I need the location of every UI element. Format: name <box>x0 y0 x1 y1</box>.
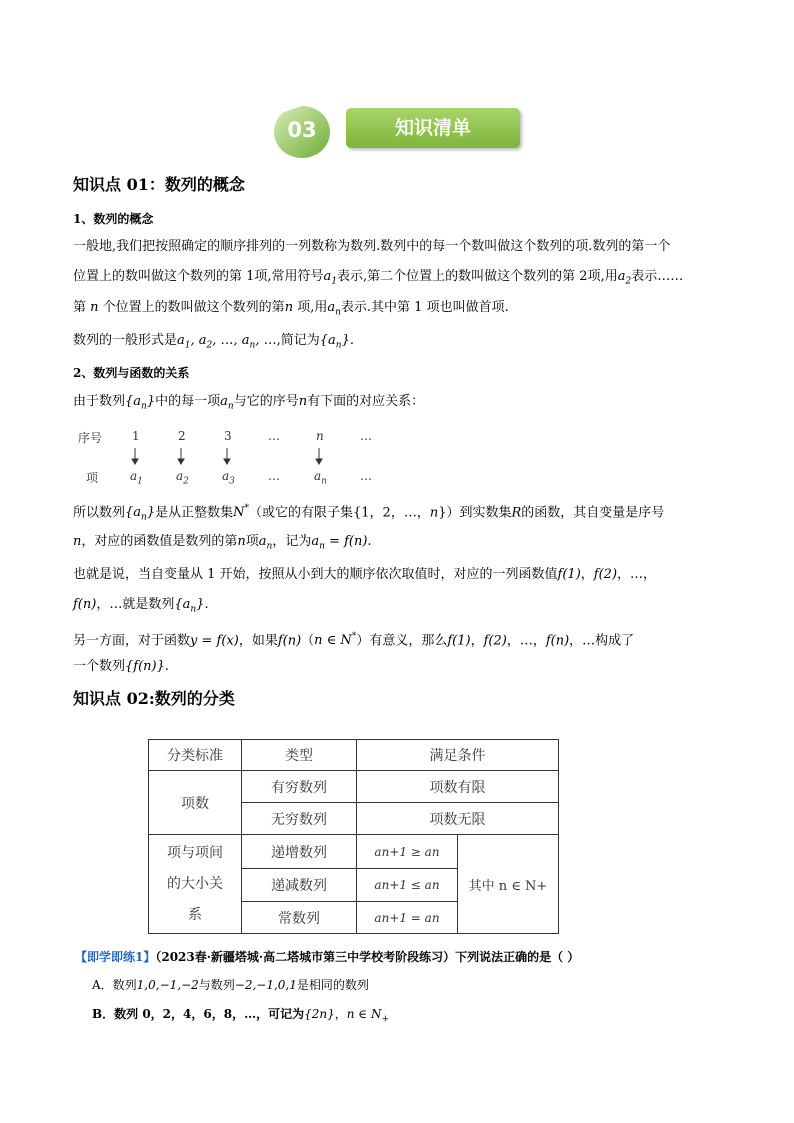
cell-infinite: 无穷数列 <box>242 803 357 835</box>
paragraph-1-line-3 <box>73 299 509 322</box>
math-f2: f(2) <box>483 633 507 649</box>
text: ，…就是数列 <box>96 597 175 612</box>
paragraph-7: f(n)，…就是数列$\{a_n\}$. <box>73 597 209 615</box>
paragraph-6: 也就是说，当自变量从 1 开始，按照从小到大的顺序依次取值时，对应的一列函数值f(1)，f(2)，…， <box>73 567 657 582</box>
cell-decreasing: 递减数列 <box>242 869 357 902</box>
text: ，对应的函数值是数列的第 <box>81 534 238 549</box>
math-n: n <box>73 534 82 549</box>
term-ellipsis: … <box>268 469 280 483</box>
text: 位置上的数叫做这个数列的第 1项,常用符号 <box>73 269 324 284</box>
text: B．数列 0，2，4，6，8，…，可记为 <box>92 1007 305 1021</box>
math-seq-an: $\{a_n\}$ <box>174 597 205 615</box>
math-f2: f(2) <box>593 567 618 582</box>
math-an: $a_n$ <box>258 534 273 552</box>
mapping-diagram <box>78 426 398 486</box>
math-seq-fn: {f(n)} <box>125 659 165 674</box>
cell-finite-cond: 项数有限 <box>357 771 559 803</box>
index-2: 2 <box>178 429 186 443</box>
math-n-in-N: n ∈ $N_+$ <box>346 1007 390 1025</box>
text: 数列的一般形式是 <box>73 333 178 348</box>
text: （或它的有限子集{1，2，…， <box>249 505 430 521</box>
math-f1: f(1) <box>447 633 471 649</box>
cell-decreasing-cond: an+1 ≤ an <box>357 869 458 902</box>
cell-increasing-cond: an+1 ≥ an <box>357 835 458 869</box>
text: （ <box>301 633 315 649</box>
section-title: 知识清单 <box>394 117 471 139</box>
header-condition: 满足条件 <box>357 740 559 771</box>
text: A．数列 <box>92 978 137 992</box>
math-n: n <box>429 505 439 521</box>
text: 项,用 <box>297 300 328 315</box>
cell-finite: 有穷数列 <box>242 771 357 803</box>
math-an-eq: $a_n = f(n)$ <box>311 534 368 552</box>
math-n: n <box>90 300 99 315</box>
math-seq-an: $\{a_n\}$ <box>125 505 156 523</box>
text: 所以数列 <box>73 505 126 521</box>
math-seq-1: 1,0,−1,−2 <box>136 978 199 992</box>
paragraph-8: 另一方面，对于函数y = f(x)，如果f(n)（n ∈ N*）有意义，那么f(1)，f(2)，…，f(n)，…构成了 <box>73 632 635 649</box>
math-fn: f(n) <box>277 633 302 649</box>
paragraph-1-line-1: 一般地,我们把按照确定的顺序排列的一列数称为数列.数列中的每一个数叫做这个数列的项.数列的第一个 <box>73 239 671 254</box>
subheading-function: 2、数列与函数的关系 <box>73 366 190 380</box>
index-n: n <box>316 429 324 443</box>
heading-knowledge-01: 知识点 01：数列的概念 <box>73 175 245 194</box>
text: 是相同的数列 <box>296 978 369 992</box>
text: 有下面的对应关系： <box>307 394 425 409</box>
text: ，记为 <box>272 534 312 549</box>
text: 项 <box>245 534 259 549</box>
math-an: $a_n$ <box>220 394 234 412</box>
option-b[interactable] <box>92 1005 389 1028</box>
option-a[interactable] <box>92 976 369 994</box>
text: 由于数列 <box>73 394 126 409</box>
math-n: n <box>284 300 294 315</box>
math-n-in-N: n ∈ N* <box>314 632 357 649</box>
term-ellipsis-end: … <box>360 469 372 483</box>
math-fn: f(n) <box>545 633 570 649</box>
math-Nstar: N* <box>233 504 250 521</box>
index-ellipsis: … <box>268 429 280 443</box>
math-R: R <box>511 505 522 521</box>
math-seq-2: −2,−1,0,1 <box>234 978 297 992</box>
math-y-fx: y = f(x) <box>190 633 239 649</box>
header-type: 类型 <box>242 740 357 771</box>
text: 中的每一项 <box>155 394 221 409</box>
index-ellipsis-end: … <box>360 429 372 443</box>
cell-constant: 常数列 <box>242 902 357 934</box>
term-a1: $a_1$ <box>130 469 143 487</box>
exercise-tag: 【即学即练1】 <box>75 950 156 964</box>
text: ，如果 <box>238 633 278 649</box>
term-a3: $a_3$ <box>222 469 235 487</box>
arrows <box>78 426 398 486</box>
text: 表示.其中第 1 项也叫做首项. <box>340 300 509 315</box>
text: 是从正整数集 <box>155 505 234 521</box>
text: 与它的序号 <box>233 394 299 409</box>
text: }）到实数集 <box>438 505 512 521</box>
math-n: n <box>237 534 246 549</box>
text: 的函数，其自变量是序号 <box>521 505 665 521</box>
paragraph-9: 一个数列{f(n)}. <box>73 659 170 674</box>
math-a2: $a_2$ <box>617 269 632 287</box>
text: ）有意义，那么 <box>356 633 448 649</box>
text: 也就是说，当自变量从 1 开始，按照从小到大的顺序依次取值时，对应的一列函数值 <box>73 567 558 582</box>
exercise-stem <box>75 948 579 966</box>
paragraph-5: n，对应的函数值是数列的第n项$a_n$，记为$a_n = f(n)$. <box>73 534 372 552</box>
paragraph-1-line-2 <box>73 268 683 291</box>
text: 个位置上的数叫做这个数列的第 <box>102 300 285 315</box>
text: 表示…… <box>631 269 684 284</box>
paragraph-2: 数列的一般形式是$a_1$, $a_2$, …, $a_n$, …,简记为$\{a_n\}$. <box>73 333 354 351</box>
math-f1: f(1) <box>557 567 581 582</box>
text: 一个数列 <box>73 659 126 674</box>
section-badge <box>272 104 332 160</box>
row-label-term: 项 <box>86 471 99 485</box>
header-criterion: 分类标准 <box>149 740 242 771</box>
text: ,简记为 <box>276 333 320 348</box>
math-a1: $a_1$ <box>323 269 338 287</box>
math-an: $a_n$ <box>327 300 341 318</box>
text: 第 <box>73 300 87 315</box>
cell-increasing: 递增数列 <box>242 835 357 869</box>
text: ， <box>334 1007 347 1021</box>
text: 与数列 <box>198 978 235 992</box>
term-an: $a_n$ <box>314 469 327 487</box>
math-seq-an: $\{a_n\}$ <box>125 394 156 412</box>
paragraph-3 <box>73 393 424 416</box>
text: 表示,第二个位置上的数叫做这个数列的第 2项,用 <box>337 269 618 284</box>
badge-number: 03 <box>287 118 317 142</box>
math-fn: f(n) <box>73 597 97 612</box>
paragraph-4 <box>73 500 664 527</box>
term-a2: $a_2$ <box>176 469 189 487</box>
index-1: 1 <box>132 429 140 443</box>
cell-note: 其中 n ∈ N+ <box>458 835 559 934</box>
heading-knowledge-02: 知识点 02:数列的分类 <box>73 689 235 708</box>
math-seq-an: $\{a_n\}$ <box>319 333 350 351</box>
index-3: 3 <box>224 429 232 443</box>
section-title-box <box>346 108 520 148</box>
cell-size-relation: 项与项间的大小关系 <box>149 835 242 934</box>
row-label-index: 序号 <box>78 431 103 445</box>
math-2n: {2n} <box>304 1007 335 1021</box>
classification-table <box>148 739 559 934</box>
exercise-question: （2023春·新疆塔城·高二塔城市第三中学校考阶段练习）下列说法正确的是（ ） <box>155 950 580 964</box>
math-n: n <box>298 394 308 409</box>
cell-infinite-cond: 项数无限 <box>357 803 559 835</box>
subheading-concept: 1、数列的概念 <box>73 212 154 226</box>
text: ，…构成了 <box>569 633 635 649</box>
cell-term-count: 项数 <box>149 771 242 835</box>
math-general-form: $a_1$, $a_2$, …, $a_n$, … <box>177 333 277 351</box>
text: 另一方面，对于函数 <box>73 633 191 649</box>
cell-constant-cond: an+1 = an <box>357 902 458 934</box>
